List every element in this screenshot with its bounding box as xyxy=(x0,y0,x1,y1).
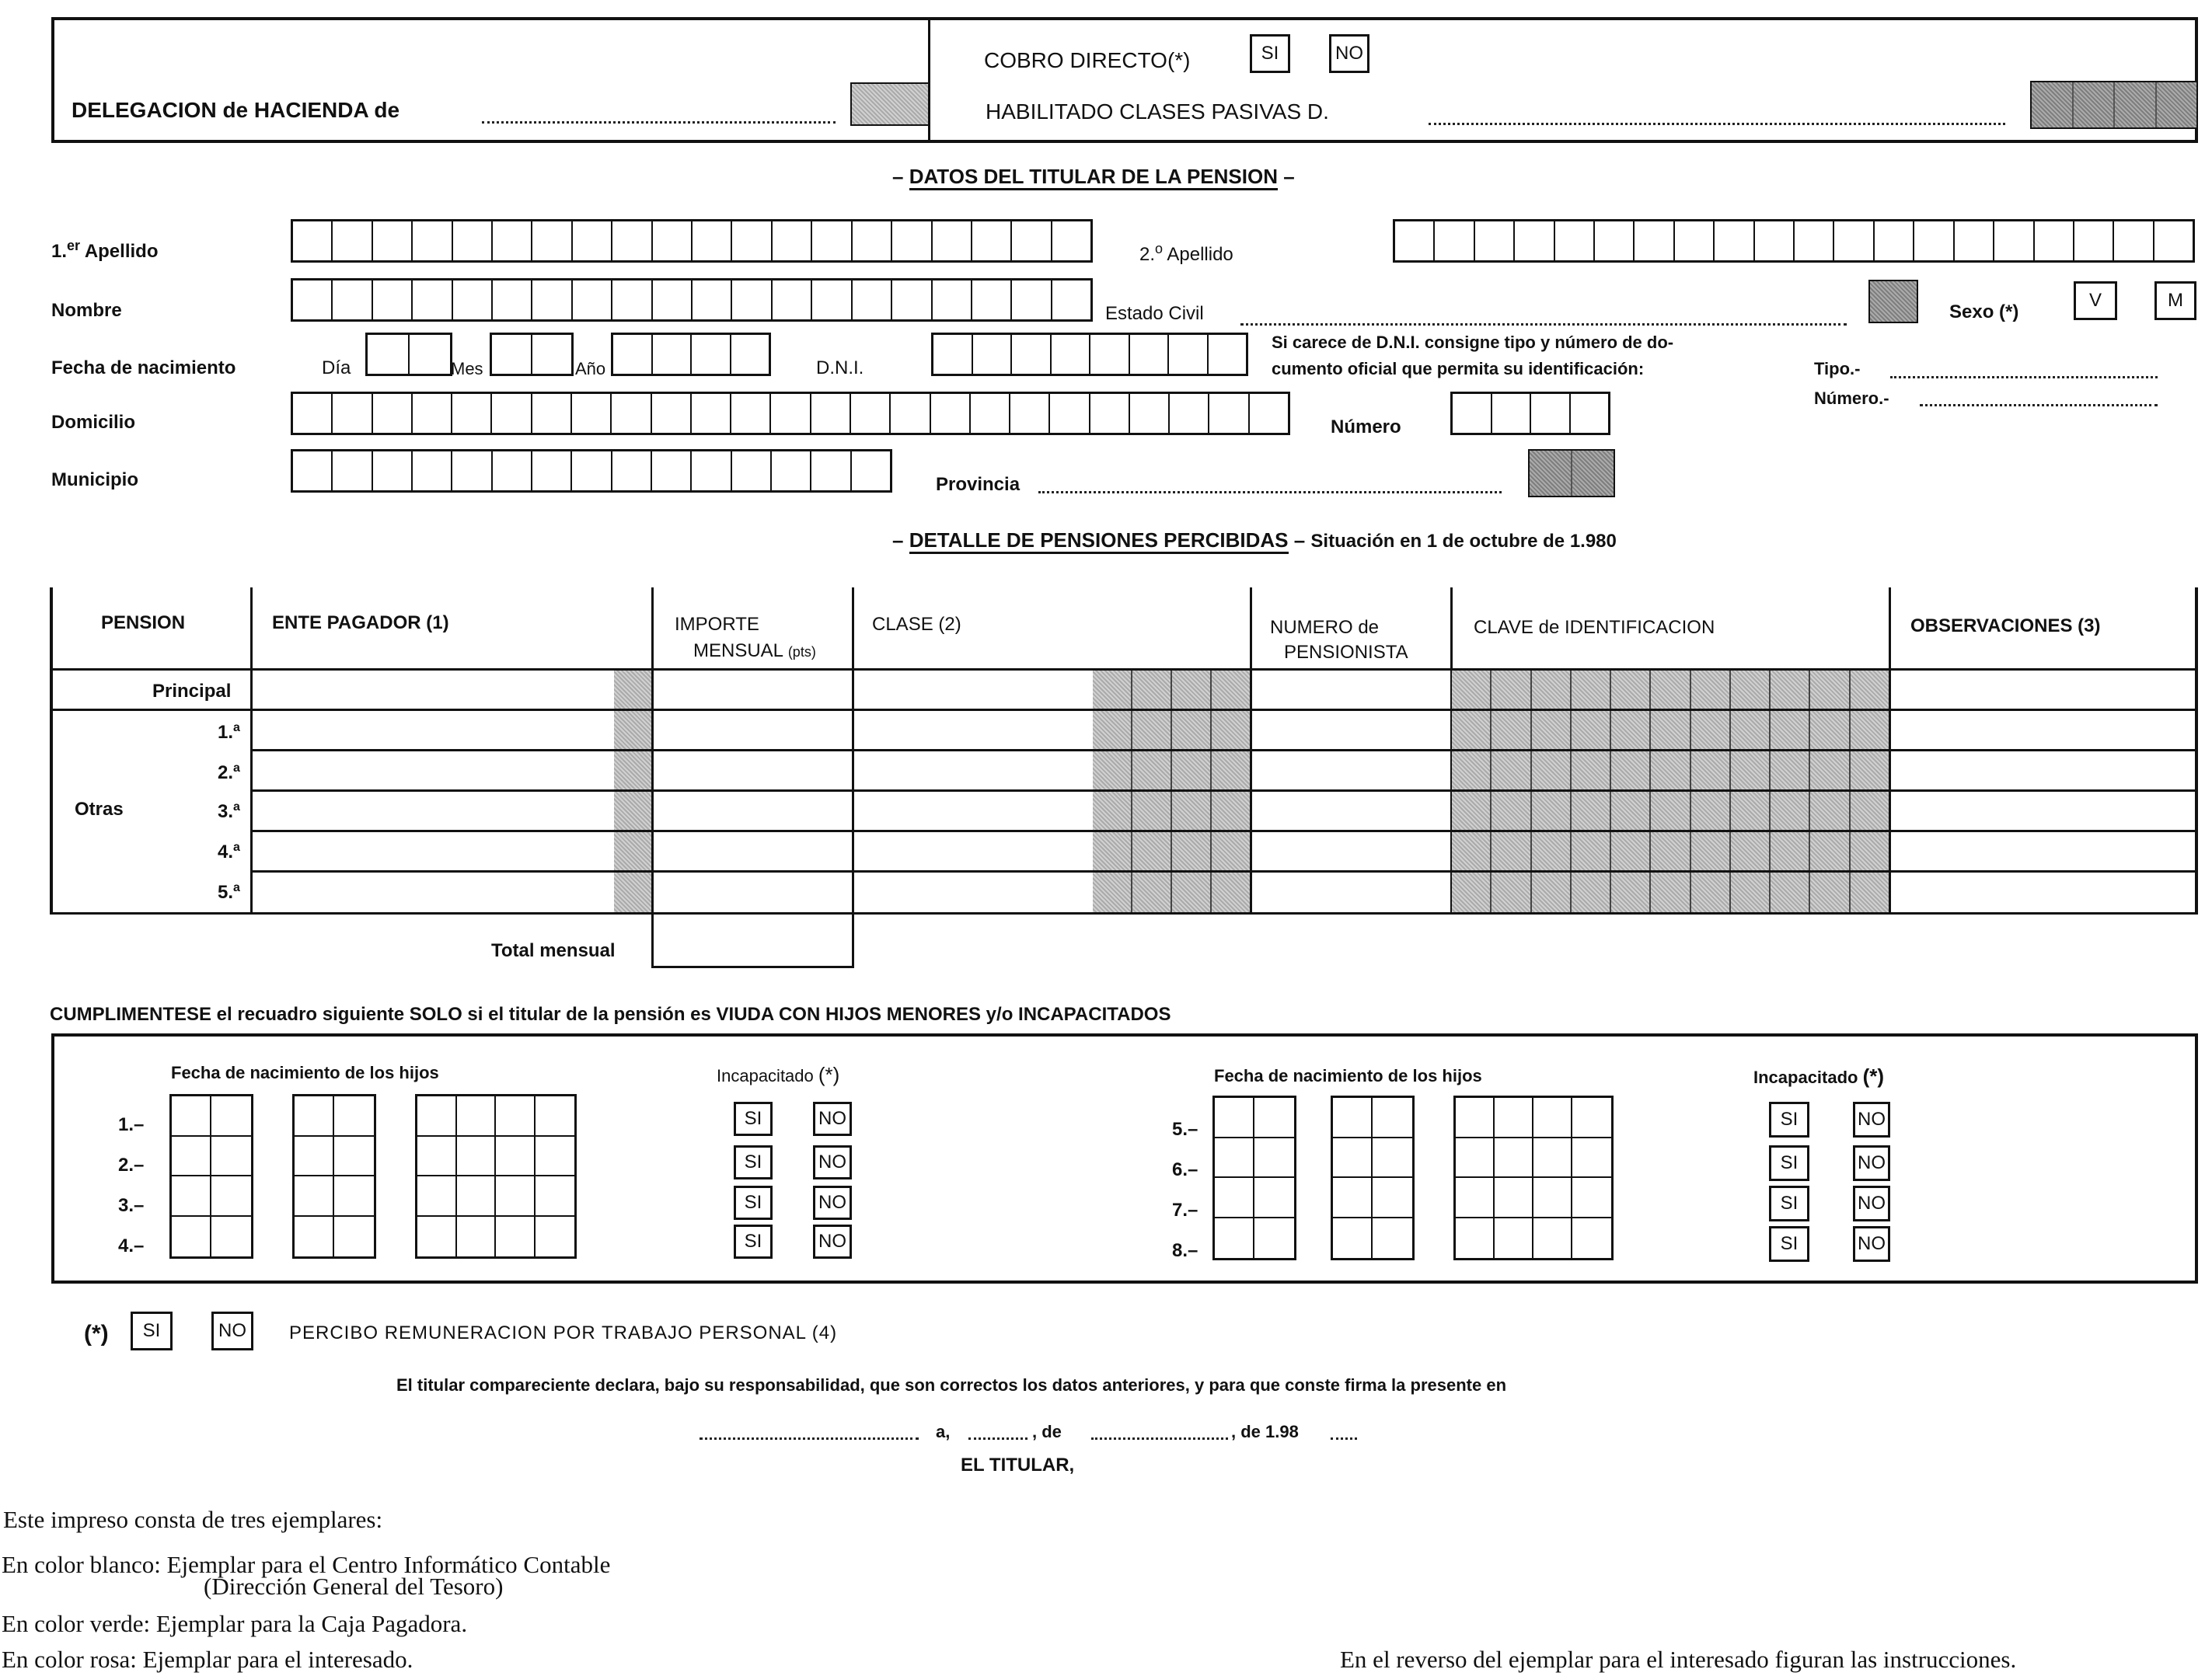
incapacitado-label-left: Incapacitado (*) xyxy=(717,1063,840,1086)
total-mensual-label: Total mensual xyxy=(491,940,616,961)
segundo-apellido-input[interactable] xyxy=(1393,219,2195,263)
tipo-input[interactable] xyxy=(1890,376,2158,378)
numero-doc-input[interactable] xyxy=(1920,404,2158,406)
hijos-mes-grid-right[interactable] xyxy=(1331,1096,1415,1260)
hijo-7-si[interactable]: SI xyxy=(1769,1186,1809,1221)
pensiones-section-title: – DETALLE DE PENSIONES PERCIBIDAS – Situación en 1 de octubre de 1.980 xyxy=(892,528,1617,552)
dni-label: D.N.I. xyxy=(816,357,864,378)
tipo-label: Tipo.- xyxy=(1814,359,1861,378)
nombre-input[interactable] xyxy=(291,278,1093,322)
hijo-num-7: 7.– xyxy=(1172,1200,1198,1221)
el-titular-label: EL TITULAR, xyxy=(961,1455,1075,1476)
hijo-5-si[interactable]: SI xyxy=(1769,1102,1809,1138)
table-row-line xyxy=(250,789,2198,792)
declaracion-a: a, xyxy=(936,1422,951,1441)
provincia-input[interactable] xyxy=(1038,491,1502,493)
dni-input[interactable] xyxy=(931,333,1248,376)
numero-label: Número xyxy=(1331,416,1401,437)
table-bottom-line xyxy=(51,912,2198,915)
habilitado-code-box xyxy=(2030,81,2198,129)
table-row-line xyxy=(250,749,2198,751)
footer-line-1: Este impreso consta de tres ejemplares: xyxy=(3,1506,383,1533)
row-otra-2: 2.$^a$ xyxy=(218,761,240,783)
remuneracion-si[interactable]: SI xyxy=(131,1312,173,1350)
dia-label: Día xyxy=(322,357,351,378)
habilitado-input[interactable] xyxy=(1429,123,2005,125)
dia-input[interactable] xyxy=(365,333,452,376)
table-row-line xyxy=(250,870,2198,873)
domicilio-input[interactable] xyxy=(291,392,1290,435)
cobro-asterisk: (*) xyxy=(1167,48,1191,72)
delegacion-code-box xyxy=(850,82,930,126)
hijos-ano-grid-right[interactable] xyxy=(1453,1096,1614,1260)
declaracion-dia-input[interactable] xyxy=(968,1437,1027,1440)
hijos-ano-grid-left[interactable] xyxy=(415,1094,577,1259)
hijos-mes-grid-left[interactable] xyxy=(292,1094,376,1259)
estado-civil-input[interactable] xyxy=(1240,323,1847,326)
footer-line-5: En color rosa: Ejemplar para el interesado. xyxy=(2,1646,413,1673)
hijo-1-no[interactable]: NO xyxy=(813,1102,852,1136)
mes-label: Mes xyxy=(451,359,483,378)
hijo-num-5: 5.– xyxy=(1172,1119,1198,1140)
numero-input[interactable] xyxy=(1450,392,1610,435)
sexo-label: Sexo (*) xyxy=(1949,301,2019,322)
declaracion-de: , de xyxy=(1032,1422,1062,1441)
col-observaciones: OBSERVACIONES (3) xyxy=(1910,615,2101,636)
table-row-line xyxy=(51,668,2198,671)
row-otra-4: 4.$^a$ xyxy=(218,841,240,862)
table-col-sep xyxy=(852,587,854,968)
dni-note-2: cumento oficial que permita su identificación: xyxy=(1272,359,1645,378)
hijo-4-si[interactable]: SI xyxy=(734,1225,773,1259)
sexo-m-box[interactable]: M xyxy=(2154,281,2196,320)
hijo-6-si[interactable]: SI xyxy=(1769,1145,1809,1181)
hijo-3-si[interactable]: SI xyxy=(734,1186,773,1220)
total-mensual-input[interactable] xyxy=(651,966,854,968)
col-importe-1: IMPORTE xyxy=(675,614,759,635)
estado-civil-label: Estado Civil xyxy=(1105,303,1204,324)
delegacion-label: DELEGACION de HACIENDA de xyxy=(72,98,400,122)
hijos-fecha-label-right: Fecha de nacimiento de los hijos xyxy=(1214,1066,1482,1085)
hijos-fecha-label-left: Fecha de nacimiento de los hijos xyxy=(171,1063,439,1082)
hijo-8-si[interactable]: SI xyxy=(1769,1226,1809,1262)
delegacion-input[interactable] xyxy=(482,121,836,124)
col-ente: ENTE PAGADOR (1) xyxy=(272,612,449,633)
hijo-2-no[interactable]: NO xyxy=(813,1145,852,1179)
footer-right: En el reverso del ejemplar para el interesado figuran las instrucciones. xyxy=(1340,1646,2017,1673)
numero-doc-label: Número.- xyxy=(1814,389,1889,408)
hijo-3-no[interactable]: NO xyxy=(813,1186,852,1220)
municipio-input[interactable] xyxy=(291,449,892,493)
habilitado-label: HABILITADO CLASES PASIVAS D. xyxy=(986,99,1329,124)
hijo-8-no[interactable]: NO xyxy=(1853,1226,1890,1262)
primer-apellido-input[interactable] xyxy=(291,219,1093,263)
row-otras: Otras xyxy=(75,799,124,820)
dni-note-1: Si carece de D.N.I. consigne tipo y número de do- xyxy=(1272,333,1674,352)
hijo-num-3: 3.– xyxy=(118,1195,145,1216)
footer-line-2: En color blanco: Ejemplar para el Centro Informático Contable xyxy=(2,1551,611,1578)
nombre-label: Nombre xyxy=(51,300,122,321)
titular-section-title: – DATOS DEL TITULAR DE LA PENSION – xyxy=(892,165,1295,189)
fecha-nacimiento-label: Fecha de nacimiento xyxy=(51,357,236,378)
remuneracion-label: PERCIBO REMUNERACION POR TRABAJO PERSONAL (4) xyxy=(289,1322,838,1343)
hijo-num-4: 4.– xyxy=(118,1235,145,1256)
col-pension: PENSION xyxy=(101,612,186,633)
hijo-1-si[interactable]: SI xyxy=(734,1102,773,1136)
hijos-dia-grid-left[interactable] xyxy=(169,1094,253,1259)
hijo-num-8: 8.– xyxy=(1172,1240,1198,1261)
domicilio-label: Domicilio xyxy=(51,412,136,433)
cobro-no-box[interactable]: NO xyxy=(1329,34,1369,73)
declaracion-anio: , de 1.98 xyxy=(1231,1422,1299,1441)
hijos-dia-grid-right[interactable] xyxy=(1212,1096,1296,1260)
hijo-num-6: 6.– xyxy=(1172,1159,1198,1180)
ano-input[interactable] xyxy=(611,333,771,376)
sexo-v-box[interactable]: V xyxy=(2074,281,2117,320)
segundo-apellido-label: 2.$^o$ Apellido xyxy=(1139,241,1233,265)
primer-apellido-label: 1.$^{er}$ Apellido xyxy=(51,238,159,262)
hijo-6-no[interactable]: NO xyxy=(1853,1145,1890,1181)
incapacitado-label-right: Incapacitado (*) xyxy=(1753,1064,1885,1088)
col-clave: CLAVE de IDENTIFICACION xyxy=(1474,617,1715,638)
hijo-2-si[interactable]: SI xyxy=(734,1145,773,1179)
provincia-label: Provincia xyxy=(936,474,1021,495)
hijo-num-2: 2.– xyxy=(118,1155,145,1176)
footer-line-3: (Dirección General del Tesoro) xyxy=(204,1573,504,1600)
municipio-label: Municipio xyxy=(51,469,138,490)
row-otra-3: 3.$^a$ xyxy=(218,800,240,822)
remuneracion-asterisk: (*) xyxy=(84,1321,109,1347)
col-importe-2: MENSUAL (pts) xyxy=(693,640,816,661)
mes-input[interactable] xyxy=(490,333,574,376)
hijos-instruction: CUMPLIMENTESE el recuadro siguiente SOLO si el titular de la pensión es VIUDA CON HIJOS MENORES y/o INCAPACITADOS xyxy=(50,1004,1171,1025)
col-clase: CLASE (2) xyxy=(872,614,961,635)
hijo-7-no[interactable]: NO xyxy=(1853,1186,1890,1221)
col-numero-2: PENSIONISTA xyxy=(1284,642,1408,663)
declaracion-mes-input[interactable] xyxy=(1091,1437,1228,1440)
hijo-num-1: 1.– xyxy=(118,1114,145,1135)
declaracion-text: El titular compareciente declara, bajo su responsabilidad, que son correctos los datos anteriores, y para que conste firma la presente en xyxy=(396,1375,1507,1395)
hijo-4-no[interactable]: NO xyxy=(813,1225,852,1259)
row-otra-1: 1.$^a$ xyxy=(218,721,240,743)
estado-civil-code-box xyxy=(1868,280,1918,323)
table-row-line xyxy=(250,830,2198,832)
table-left-border xyxy=(50,587,53,915)
provincia-code-box xyxy=(1528,449,1615,497)
remuneracion-no[interactable]: NO xyxy=(211,1312,253,1350)
cobro-si-box[interactable]: SI xyxy=(1250,34,1290,73)
declaracion-anio-input[interactable] xyxy=(1331,1437,1357,1440)
table-col-sep xyxy=(651,587,654,968)
table-row-line xyxy=(51,709,2198,711)
cobro-directo-label: COBRO DIRECTO(*) xyxy=(984,48,1191,72)
col-numero-1: NUMERO de xyxy=(1270,617,1380,638)
ano-label: Año xyxy=(575,359,606,378)
declaracion-lugar-input[interactable] xyxy=(700,1437,919,1440)
row-otra-5: 5.$^a$ xyxy=(218,881,240,903)
hijo-5-no[interactable]: NO xyxy=(1853,1102,1890,1138)
footer-line-4: En color verde: Ejemplar para la Caja Pagadora. xyxy=(2,1610,468,1637)
row-principal: Principal xyxy=(152,681,232,702)
